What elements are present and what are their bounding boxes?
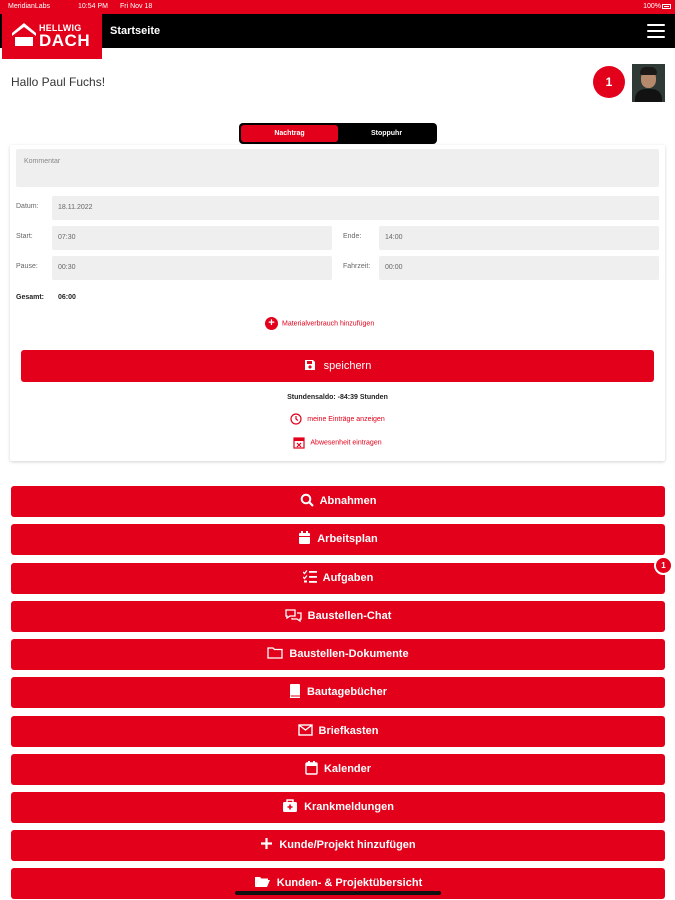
pause-field[interactable]: 00:30 bbox=[52, 256, 332, 280]
notification-badge[interactable]: 1 bbox=[593, 66, 625, 98]
menu-label: Kalender bbox=[323, 763, 372, 775]
plus-icon bbox=[260, 837, 273, 850]
menu-label: Briefkasten bbox=[318, 725, 379, 737]
chat-icon bbox=[285, 608, 302, 622]
total-value: 06:00 bbox=[58, 294, 76, 301]
total-row bbox=[16, 294, 76, 301]
menu-label: Baustellen-Dokumente bbox=[289, 648, 409, 660]
save-button[interactable] bbox=[21, 350, 654, 382]
drive-time-field[interactable]: 00:00 bbox=[379, 256, 659, 280]
status-time: 10:54 PM bbox=[78, 3, 108, 10]
tab-stoppuhr[interactable]: Stoppuhr bbox=[370, 130, 403, 137]
menu-label: Abnahmen bbox=[319, 495, 377, 507]
end-label: Ende: bbox=[343, 233, 362, 240]
folder-icon bbox=[267, 646, 283, 659]
company-logo[interactable] bbox=[2, 13, 102, 59]
add-material-label: Materialverbrauch hinzufügen bbox=[282, 320, 375, 328]
drive-time-label: Fahrzeit: bbox=[343, 263, 371, 270]
menu-label: Kunden- & Projektübersicht bbox=[276, 877, 423, 889]
medical-bag-icon bbox=[282, 799, 298, 813]
calendar-x-icon bbox=[293, 436, 305, 449]
end-time-field[interactable]: 14:00 bbox=[379, 226, 659, 250]
logo-text-bottom: DACH bbox=[39, 31, 91, 50]
menu-baustellen-dokumente-button[interactable] bbox=[11, 639, 665, 670]
menu-label: Baustellen-Chat bbox=[307, 610, 392, 622]
save-label: speichern bbox=[323, 360, 372, 372]
menu-arbeitsplan-button[interactable] bbox=[11, 524, 665, 555]
show-entries-link[interactable] bbox=[10, 413, 665, 425]
hamburger-menu-icon[interactable] bbox=[647, 24, 665, 38]
calendar-icon bbox=[298, 531, 311, 545]
menu-label: Arbeitsplan bbox=[317, 533, 378, 545]
tasks-icon bbox=[303, 570, 317, 583]
user-avatar[interactable] bbox=[632, 64, 665, 102]
absence-link[interactable] bbox=[10, 436, 665, 449]
comment-input[interactable]: Kommentar bbox=[16, 149, 659, 187]
folder-open-icon bbox=[254, 875, 271, 888]
status-date: Fri Nov 18 bbox=[120, 3, 153, 10]
plus-circle-icon: + bbox=[265, 317, 278, 330]
mail-icon bbox=[298, 724, 313, 736]
clock-icon bbox=[290, 413, 302, 425]
add-material-link[interactable] bbox=[265, 317, 374, 330]
tasks-count-badge: 1 bbox=[654, 556, 673, 575]
status-bar bbox=[0, 0, 675, 14]
menu-krankmeldungen-button[interactable] bbox=[11, 792, 665, 823]
hours-balance: Stundensaldo: -84:39 Stunden bbox=[287, 394, 388, 401]
start-label: Start: bbox=[16, 233, 33, 240]
home-indicator bbox=[235, 891, 441, 895]
page-title: Startseite bbox=[110, 25, 161, 37]
battery-icon bbox=[662, 4, 671, 9]
tab-nachtrag[interactable]: Nachtrag bbox=[241, 125, 338, 142]
battery-level: 100% bbox=[643, 3, 661, 10]
time-entry-card bbox=[10, 145, 665, 461]
menu-abnahmen-button[interactable] bbox=[11, 486, 665, 517]
start-time-field[interactable]: 07:30 bbox=[52, 226, 332, 250]
menu-label: Bautagebücher bbox=[306, 686, 388, 698]
carrier-label: MeridianLabs bbox=[8, 3, 51, 10]
roof-logo-icon bbox=[12, 21, 36, 47]
absence-label: Abwesenheit eintragen bbox=[310, 439, 382, 447]
greeting-text: Hallo Paul Fuchs! bbox=[11, 75, 106, 89]
menu-kalender-button[interactable] bbox=[11, 754, 665, 785]
date-label: Datum: bbox=[16, 203, 39, 210]
menu-kunde-projekt-hinzufuegen-button[interactable] bbox=[11, 830, 665, 861]
floppy-disk-icon bbox=[304, 359, 316, 371]
menu-briefkasten-button[interactable] bbox=[11, 716, 665, 747]
menu-label: Aufgaben bbox=[322, 572, 374, 584]
menu-bautagebuecher-button[interactable] bbox=[11, 677, 665, 708]
menu-label: Krankmeldungen bbox=[304, 801, 394, 813]
calendar-icon bbox=[305, 761, 318, 775]
total-label: Gesamt: bbox=[16, 294, 45, 301]
pause-label: Pause: bbox=[16, 263, 38, 270]
book-icon bbox=[289, 684, 301, 698]
menu-aufgaben-button[interactable] bbox=[11, 563, 665, 594]
logo-text-top: HELLWIG bbox=[39, 23, 82, 33]
search-icon bbox=[300, 493, 314, 507]
menu-baustellen-chat-button[interactable] bbox=[11, 601, 665, 632]
date-field[interactable]: 18.11.2022 bbox=[52, 196, 659, 220]
show-entries-label: meine Einträge anzeigen bbox=[307, 415, 385, 423]
mode-toggle bbox=[239, 123, 437, 144]
menu-label: Kunde/Projekt hinzufügen bbox=[279, 839, 416, 851]
